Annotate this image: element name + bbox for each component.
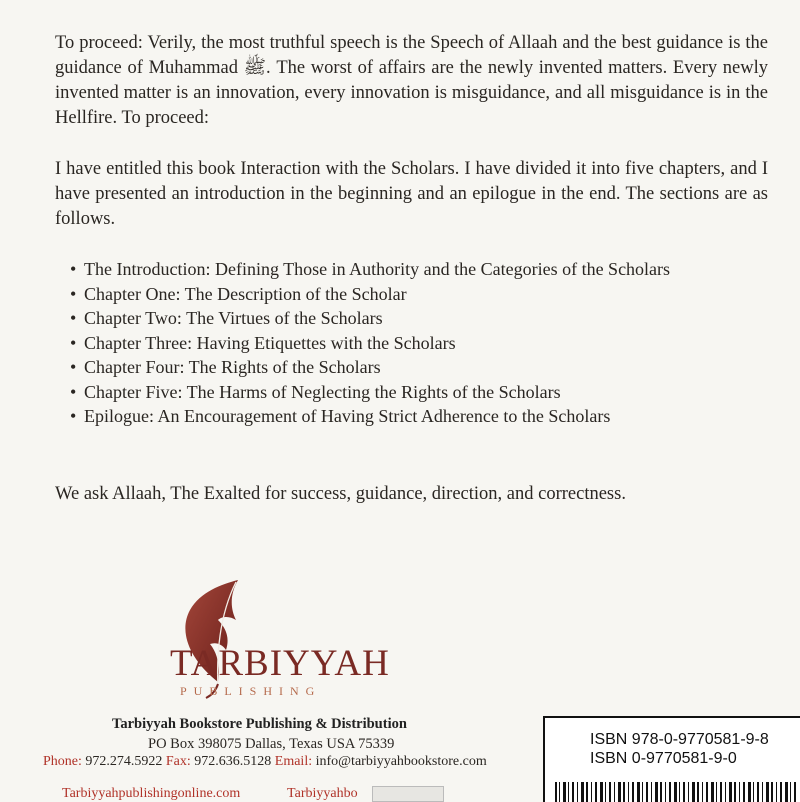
phone-label: Phone:: [43, 754, 82, 769]
logo-wordmark: TARBIYYAH: [170, 643, 390, 684]
website-link-2: Tarbiyyahbo: [287, 786, 358, 801]
phone-number: 972.274.5922: [85, 754, 163, 769]
email-label: Email:: [274, 754, 313, 769]
publisher-address: PO Box 398075 Dallas, Texas USA 75339: [148, 736, 395, 752]
bullet-icon: •: [70, 283, 77, 304]
fax-number: 972.636.5128: [194, 754, 272, 769]
toc-item: • Chapter Three: Having Etiquettes with the Scholars: [70, 331, 770, 356]
toc-item: • Chapter One: The Description of the Scholar: [70, 282, 770, 307]
contact-line: [43, 754, 487, 770]
fax-label: Fax:: [165, 754, 191, 769]
isbn-13: ISBN 978-0-9770581-9-8: [590, 731, 769, 748]
table-of-contents: [70, 257, 770, 429]
isbn-barcode-box: [543, 716, 800, 802]
logo-subtitle: PUBLISHING: [180, 684, 322, 698]
toc-item: • Chapter Two: The Virtues of the Scholars: [70, 306, 770, 331]
toc-item: • The Introduction: Defining Those in Authority and the Categories of the Scholars: [70, 257, 770, 282]
isbn-10: ISBN 0-9770581-9-0: [590, 750, 737, 767]
bullet-icon: •: [70, 259, 77, 279]
bullet-icon: •: [70, 308, 77, 328]
intro-paragraph: To proceed: Verily, the most truthful speech is the Speech of Allaah and the best guidance is the guidance of Muhammad ﷺ. The worst of affairs are the newly invented matters. Every newly invented matter is an innovation, every innovation is misguidance, and all misguidance is in the Hellfire. To proceed:: [55, 33, 769, 128]
publisher-name: Tarbiyyah Bookstore Publishing & Distribution: [112, 716, 407, 732]
bullet-icon: •: [70, 332, 77, 353]
bullet-icon: •: [70, 357, 77, 377]
toc-item: • Chapter Five: The Harms of Neglecting the Rights of the Scholars: [70, 380, 770, 405]
email-address: info@tarbiyyahbookstore.com: [315, 754, 487, 769]
website-link: Tarbiyyahpublishingonline.com: [62, 786, 241, 801]
bullet-icon: •: [70, 406, 77, 426]
barcode: [553, 782, 798, 802]
toc-item: • Chapter Four: The Rights of the Scholars: [70, 355, 770, 380]
closing-paragraph: We ask Allaah, The Exalted for success, guidance, direction, and correctness.: [55, 484, 626, 504]
book-description-paragraph: I have entitled this book Interaction with the Scholars. I have divided it into five chapters, and I have presented an introduction in the beginning and an epilogue in the end. The sections are as follows.: [55, 159, 768, 229]
bullet-icon: •: [70, 381, 77, 402]
toc-item: • Epilogue: An Encouragement of Having Strict Adherence to the Scholars: [70, 404, 770, 429]
